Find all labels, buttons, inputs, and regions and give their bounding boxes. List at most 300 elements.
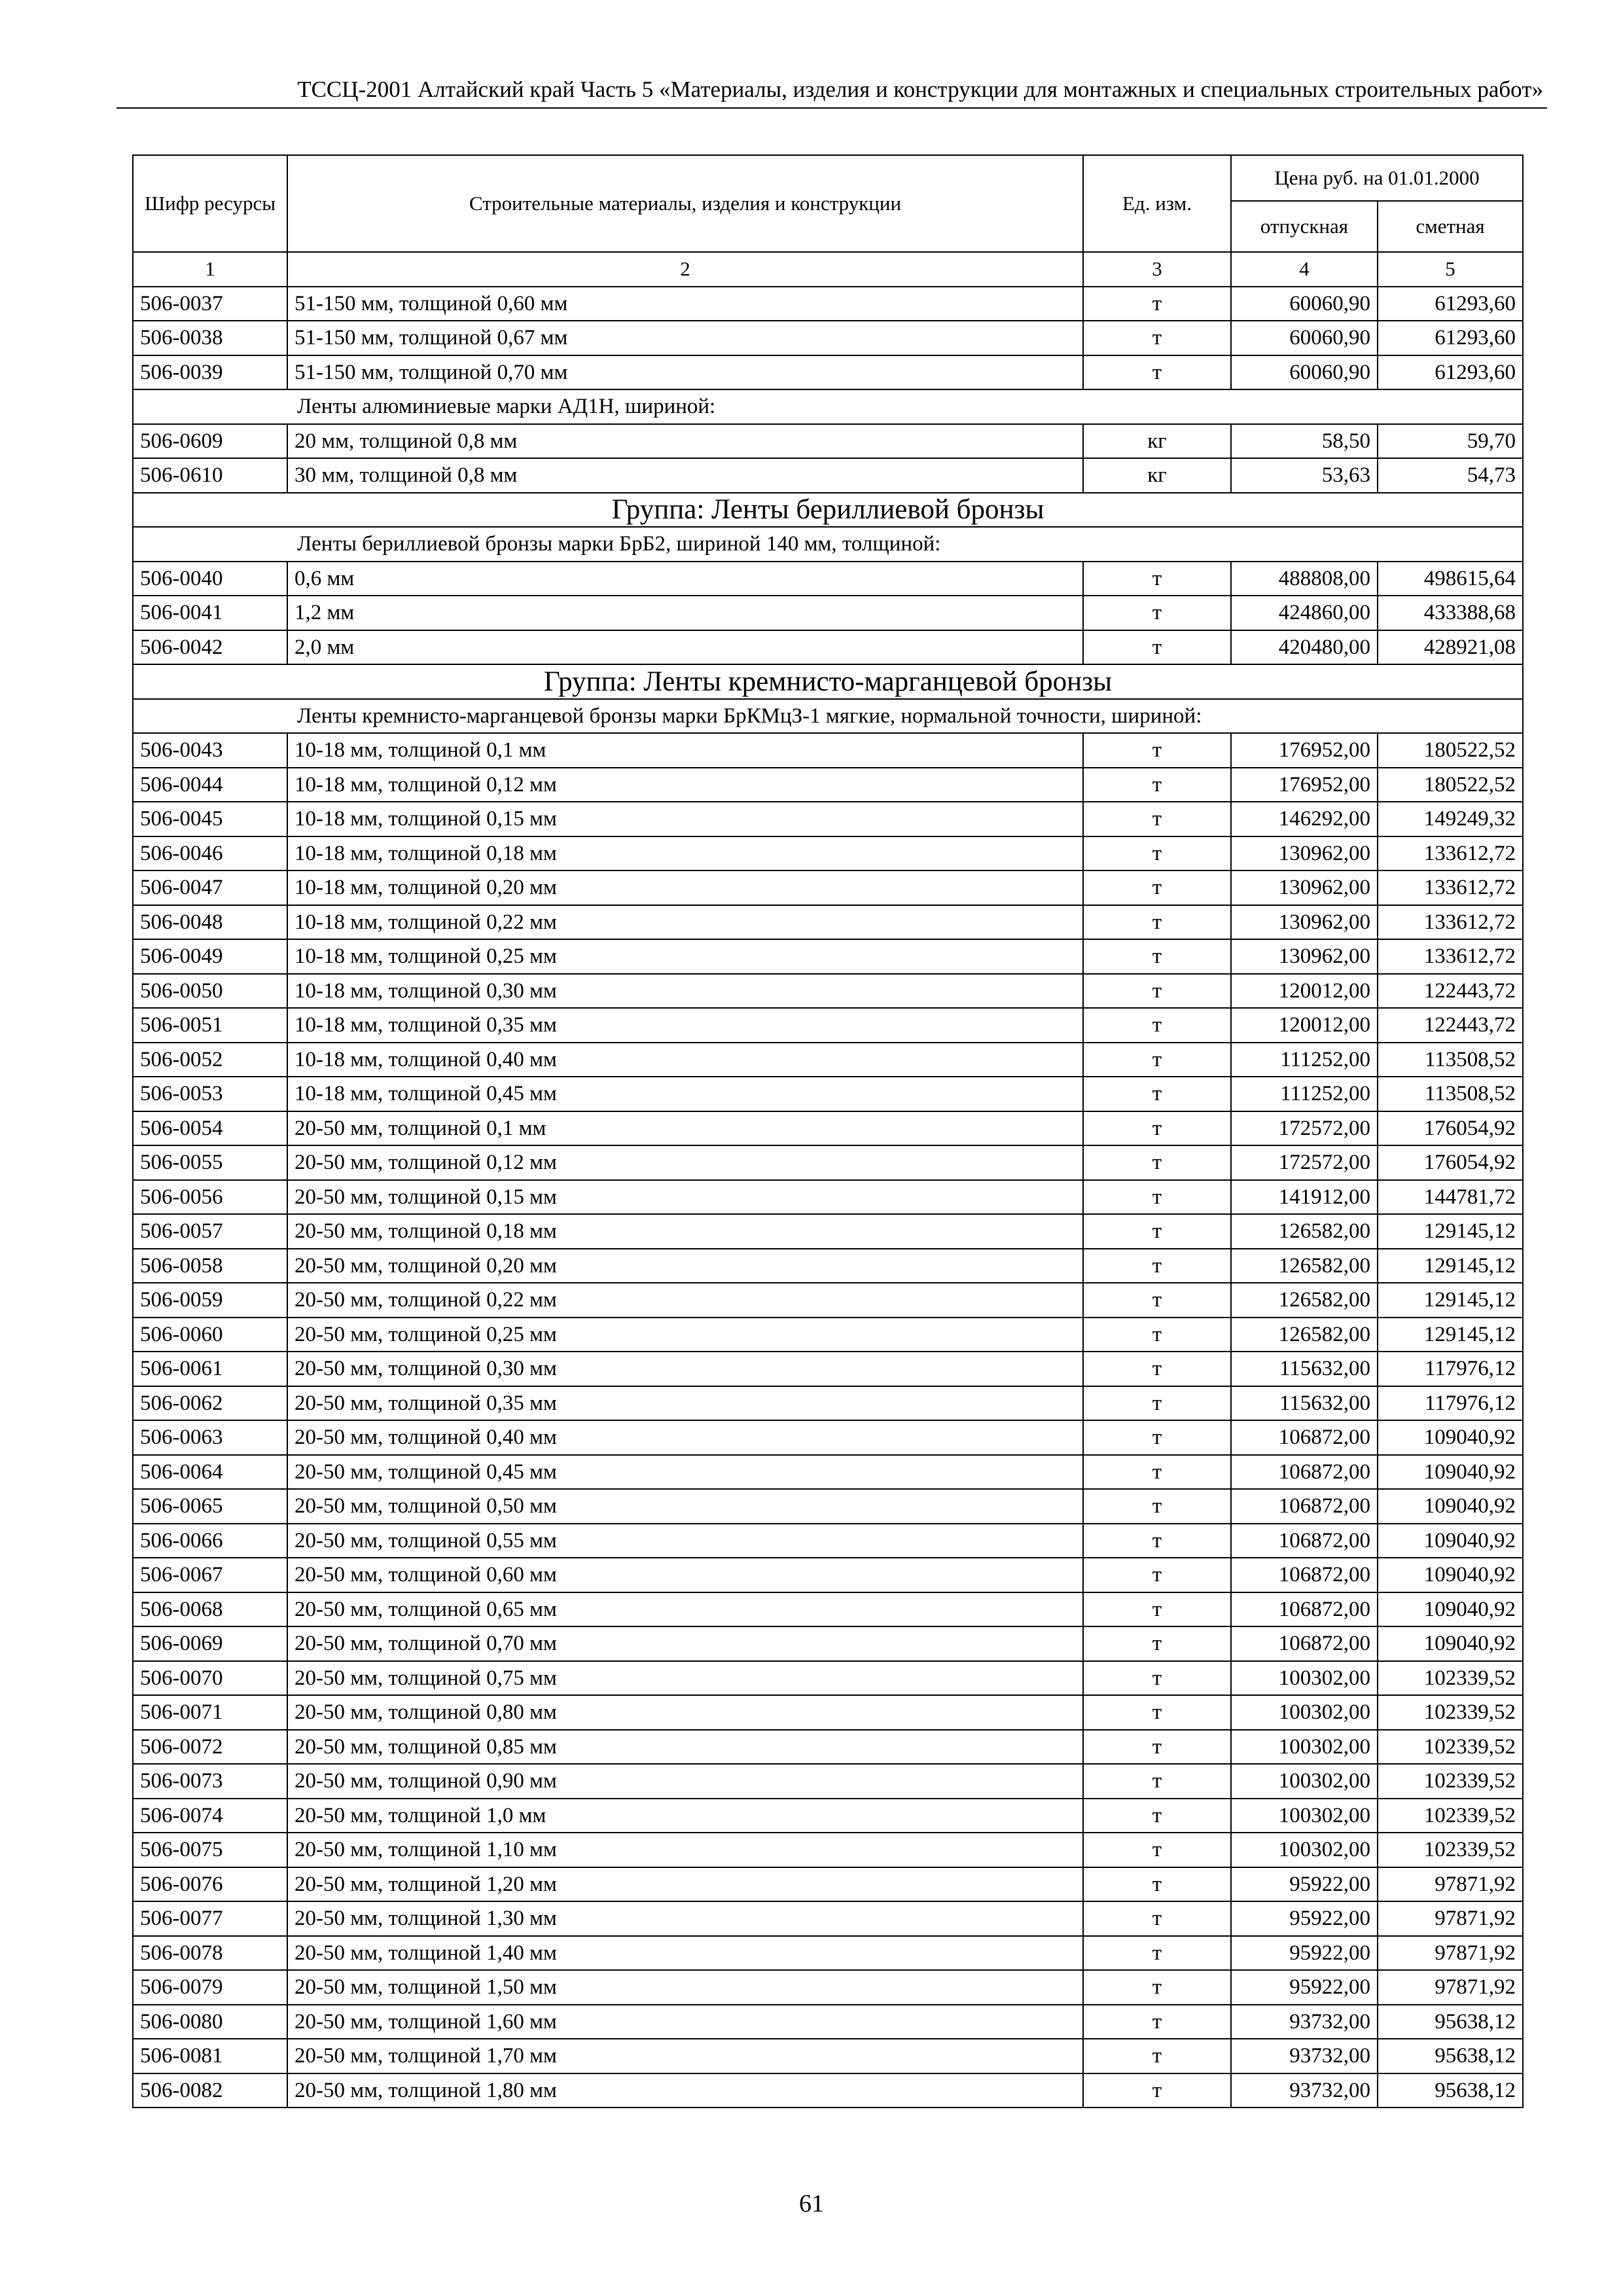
table-row: [133, 1901, 1523, 1936]
release-price: 60060,90: [1231, 287, 1378, 321]
estimate-price: 433388,68: [1378, 596, 1523, 630]
release-price: 95922,00: [1231, 1867, 1378, 1902]
material-description: 10-18 мм, толщиной 0,1 мм: [287, 733, 1083, 768]
column-number: 1: [133, 252, 287, 287]
subgroup-note: Ленты алюминиевые марки АД1Н, шириной:: [133, 389, 1523, 424]
resource-code: 506-0076: [133, 1867, 287, 1902]
release-price: 100302,00: [1231, 1695, 1378, 1730]
resource-code: 506-0070: [133, 1661, 287, 1696]
table-row: [133, 1352, 1523, 1386]
estimate-price: 122443,72: [1378, 974, 1523, 1009]
estimate-price: 109040,92: [1378, 1558, 1523, 1592]
table-row: [133, 355, 1523, 390]
table-row: [133, 1043, 1523, 1077]
table-row: [133, 1661, 1523, 1696]
resource-code: 506-0052: [133, 1043, 287, 1077]
estimate-price: 133612,72: [1378, 939, 1523, 974]
table-row: [133, 1283, 1523, 1318]
estimate-price: 97871,92: [1378, 1936, 1523, 1971]
estimate-price: 176054,92: [1378, 1145, 1523, 1180]
release-price: 126582,00: [1231, 1214, 1378, 1249]
table-row: [133, 939, 1523, 974]
resource-code: 506-0049: [133, 939, 287, 974]
material-description: 10-18 мм, толщиной 0,15 мм: [287, 802, 1083, 836]
resource-code: 506-0609: [133, 424, 287, 459]
release-price: 93732,00: [1231, 2005, 1378, 2039]
resource-code: 506-0077: [133, 1901, 287, 1936]
material-description: 10-18 мм, толщиной 0,30 мм: [287, 974, 1083, 1009]
unit-of-measure: т: [1083, 1695, 1231, 1730]
estimate-price: 54,73: [1378, 458, 1523, 493]
material-description: 10-18 мм, толщиной 0,40 мм: [287, 1043, 1083, 1077]
unit-of-measure: т: [1083, 1970, 1231, 2005]
running-head: ТССЦ-2001 Алтайский край Часть 5 «Материалы, изделия и конструкции для монтажных и специальных строительных работ»: [116, 71, 1547, 109]
unit-of-measure: т: [1083, 2039, 1231, 2073]
material-description: 20-50 мм, толщиной 0,50 мм: [287, 1489, 1083, 1524]
unit-of-measure: т: [1083, 1661, 1231, 1696]
subgroup-note-row: [133, 527, 1523, 562]
estimate-price: 97871,92: [1378, 1970, 1523, 2005]
unit-of-measure: т: [1083, 1524, 1231, 1558]
material-description: 20-50 мм, толщиной 0,85 мм: [287, 1730, 1083, 1765]
price-table: [132, 154, 1524, 2108]
table-row: [133, 1799, 1523, 1833]
resource-code: 506-0081: [133, 2039, 287, 2073]
material-description: 20-50 мм, толщиной 1,40 мм: [287, 1936, 1083, 1971]
table-row: [133, 2005, 1523, 2039]
table-row: [133, 1592, 1523, 1627]
estimate-price: 122443,72: [1378, 1008, 1523, 1043]
material-description: 51-150 мм, толщиной 0,70 мм: [287, 355, 1083, 390]
estimate-price: 117976,12: [1378, 1352, 1523, 1386]
unit-of-measure: т: [1083, 1352, 1231, 1386]
subgroup-note: Ленты бериллиевой бронзы марки БрБ2, шириной 140 мм, толщиной:: [133, 527, 1523, 562]
table-row: [133, 1626, 1523, 1661]
estimate-price: 117976,12: [1378, 1386, 1523, 1421]
table-row: [133, 1145, 1523, 1180]
resource-code: 506-0051: [133, 1008, 287, 1043]
release-price: 106872,00: [1231, 1626, 1378, 1661]
column-number: 4: [1231, 252, 1378, 287]
resource-code: 506-0064: [133, 1455, 287, 1490]
table-body: [133, 287, 1523, 2108]
unit-of-measure: т: [1083, 1901, 1231, 1936]
table-row: [133, 1833, 1523, 1867]
material-description: 20-50 мм, толщиной 0,40 мм: [287, 1420, 1083, 1455]
estimate-price: 102339,52: [1378, 1833, 1523, 1867]
table-row: [133, 768, 1523, 802]
estimate-price: 109040,92: [1378, 1455, 1523, 1490]
unit-of-measure: т: [1083, 1386, 1231, 1421]
group-heading: Группа: Ленты кремнисто-марганцевой бронзы: [133, 664, 1523, 699]
unit-of-measure: т: [1083, 905, 1231, 940]
column-number: 2: [287, 252, 1083, 287]
release-price: 120012,00: [1231, 1008, 1378, 1043]
estimate-price: 97871,92: [1378, 1901, 1523, 1936]
resource-code: 506-0067: [133, 1558, 287, 1592]
resource-code: 506-0037: [133, 287, 287, 321]
material-description: 51-150 мм, толщиной 0,67 мм: [287, 321, 1083, 355]
resource-code: 506-0078: [133, 1936, 287, 1971]
resource-code: 506-0066: [133, 1524, 287, 1558]
resource-code: 506-0610: [133, 458, 287, 493]
estimate-price: 109040,92: [1378, 1626, 1523, 1661]
unit-of-measure: т: [1083, 1145, 1231, 1180]
group-heading: Группа: Ленты бериллиевой бронзы: [133, 493, 1523, 528]
release-price: 130962,00: [1231, 870, 1378, 905]
material-description: 10-18 мм, толщиной 0,22 мм: [287, 905, 1083, 940]
release-price: 176952,00: [1231, 768, 1378, 802]
table-row: [133, 1077, 1523, 1111]
header-unit: Ед. изм.: [1083, 155, 1231, 252]
material-description: 10-18 мм, толщиной 0,35 мм: [287, 1008, 1083, 1043]
unit-of-measure: т: [1083, 1180, 1231, 1215]
material-description: 20-50 мм, толщиной 0,90 мм: [287, 1764, 1083, 1799]
table-row: [133, 870, 1523, 905]
release-price: 106872,00: [1231, 1420, 1378, 1455]
table-row: [133, 1180, 1523, 1215]
estimate-price: 109040,92: [1378, 1592, 1523, 1627]
release-price: 146292,00: [1231, 802, 1378, 836]
table-row: [133, 1764, 1523, 1799]
unit-of-measure: т: [1083, 1214, 1231, 1249]
resource-code: 506-0054: [133, 1111, 287, 1146]
estimate-price: 144781,72: [1378, 1180, 1523, 1215]
release-price: 100302,00: [1231, 1833, 1378, 1867]
release-price: 60060,90: [1231, 355, 1378, 390]
resource-code: 506-0058: [133, 1249, 287, 1283]
material-description: 51-150 мм, толщиной 0,60 мм: [287, 287, 1083, 321]
unit-of-measure: т: [1083, 1592, 1231, 1627]
material-description: 20-50 мм, толщиной 0,12 мм: [287, 1145, 1083, 1180]
release-price: 424860,00: [1231, 596, 1378, 630]
release-price: 100302,00: [1231, 1661, 1378, 1696]
header-estimate-price: сметная: [1378, 201, 1523, 252]
resource-code: 506-0073: [133, 1764, 287, 1799]
resource-code: 506-0039: [133, 355, 287, 390]
resource-code: 506-0071: [133, 1695, 287, 1730]
resource-code: 506-0069: [133, 1626, 287, 1661]
estimate-price: 97871,92: [1378, 1867, 1523, 1902]
subgroup-note-row: [133, 389, 1523, 424]
resource-code: 506-0061: [133, 1352, 287, 1386]
estimate-price: 149249,32: [1378, 802, 1523, 836]
release-price: 141912,00: [1231, 1180, 1378, 1215]
material-description: 2,0 мм: [287, 630, 1083, 665]
unit-of-measure: т: [1083, 1249, 1231, 1283]
unit-of-measure: т: [1083, 2073, 1231, 2108]
unit-of-measure: т: [1083, 1008, 1231, 1043]
estimate-price: 180522,52: [1378, 768, 1523, 802]
table-row: [133, 974, 1523, 1009]
unit-of-measure: т: [1083, 1077, 1231, 1111]
table-row: [133, 321, 1523, 355]
release-price: 106872,00: [1231, 1524, 1378, 1558]
release-price: 126582,00: [1231, 1318, 1378, 1352]
resource-code: 506-0059: [133, 1283, 287, 1318]
release-price: 100302,00: [1231, 1764, 1378, 1799]
estimate-price: 133612,72: [1378, 905, 1523, 940]
unit-of-measure: т: [1083, 2005, 1231, 2039]
header-price: Цена руб. на 01.01.2000: [1231, 155, 1523, 201]
group-heading-row: [133, 664, 1523, 699]
material-description: 20-50 мм, толщиной 0,55 мм: [287, 1524, 1083, 1558]
resource-code: 506-0055: [133, 1145, 287, 1180]
unit-of-measure: т: [1083, 870, 1231, 905]
header-name: Строительные материалы, изделия и конструкции: [287, 155, 1083, 252]
estimate-price: 102339,52: [1378, 1661, 1523, 1696]
unit-of-measure: т: [1083, 1626, 1231, 1661]
unit-of-measure: т: [1083, 1111, 1231, 1146]
estimate-price: 109040,92: [1378, 1524, 1523, 1558]
resource-code: 506-0043: [133, 733, 287, 768]
resource-code: 506-0050: [133, 974, 287, 1009]
resource-code: 506-0040: [133, 562, 287, 596]
table-row: [133, 905, 1523, 940]
release-price: 130962,00: [1231, 939, 1378, 974]
resource-code: 506-0080: [133, 2005, 287, 2039]
material-description: 20-50 мм, толщиной 1,10 мм: [287, 1833, 1083, 1867]
release-price: 106872,00: [1231, 1592, 1378, 1627]
table-row: [133, 2039, 1523, 2073]
unit-of-measure: т: [1083, 939, 1231, 974]
unit-of-measure: т: [1083, 1764, 1231, 1799]
resource-code: 506-0053: [133, 1077, 287, 1111]
unit-of-measure: т: [1083, 1455, 1231, 1490]
release-price: 53,63: [1231, 458, 1378, 493]
release-price: 120012,00: [1231, 974, 1378, 1009]
table-row: [133, 596, 1523, 630]
resource-code: 506-0063: [133, 1420, 287, 1455]
material-description: 20-50 мм, толщиной 0,65 мм: [287, 1592, 1083, 1627]
estimate-price: 133612,72: [1378, 836, 1523, 871]
estimate-price: 129145,12: [1378, 1283, 1523, 1318]
estimate-price: 176054,92: [1378, 1111, 1523, 1146]
unit-of-measure: т: [1083, 1867, 1231, 1902]
resource-code: 506-0062: [133, 1386, 287, 1421]
estimate-price: 498615,64: [1378, 562, 1523, 596]
table-row: [133, 1695, 1523, 1730]
estimate-price: 129145,12: [1378, 1214, 1523, 1249]
release-price: 130962,00: [1231, 836, 1378, 871]
table-row: [133, 1867, 1523, 1902]
column-number: 3: [1083, 252, 1231, 287]
resource-code: 506-0068: [133, 1592, 287, 1627]
material-description: 20-50 мм, толщиной 1,30 мм: [287, 1901, 1083, 1936]
release-price: 176952,00: [1231, 733, 1378, 768]
estimate-price: 133612,72: [1378, 870, 1523, 905]
material-description: 20-50 мм, толщиной 0,70 мм: [287, 1626, 1083, 1661]
material-description: 20-50 мм, толщиной 1,60 мм: [287, 2005, 1083, 2039]
table-row: [133, 1318, 1523, 1352]
resource-code: 506-0047: [133, 870, 287, 905]
estimate-price: 102339,52: [1378, 1730, 1523, 1765]
material-description: 20 мм, толщиной 0,8 мм: [287, 424, 1083, 459]
unit-of-measure: кг: [1083, 458, 1231, 493]
material-description: 20-50 мм, толщиной 0,80 мм: [287, 1695, 1083, 1730]
resource-code: 506-0042: [133, 630, 287, 665]
release-price: 100302,00: [1231, 1799, 1378, 1833]
unit-of-measure: т: [1083, 1799, 1231, 1833]
resource-code: 506-0044: [133, 768, 287, 802]
resource-code: 506-0038: [133, 321, 287, 355]
release-price: 93732,00: [1231, 2073, 1378, 2108]
estimate-price: 102339,52: [1378, 1764, 1523, 1799]
material-description: 20-50 мм, толщиной 0,15 мм: [287, 1180, 1083, 1215]
estimate-price: 61293,60: [1378, 287, 1523, 321]
material-description: 20-50 мм, толщиной 1,70 мм: [287, 2039, 1083, 2073]
unit-of-measure: т: [1083, 802, 1231, 836]
estimate-price: 95638,12: [1378, 2005, 1523, 2039]
unit-of-measure: т: [1083, 1558, 1231, 1592]
release-price: 420480,00: [1231, 630, 1378, 665]
table-row: [133, 1936, 1523, 1971]
material-description: 20-50 мм, толщиной 0,20 мм: [287, 1249, 1083, 1283]
resource-code: 506-0072: [133, 1730, 287, 1765]
resource-code: 506-0060: [133, 1318, 287, 1352]
release-price: 106872,00: [1231, 1455, 1378, 1490]
estimate-price: 113508,52: [1378, 1077, 1523, 1111]
header-code: Шифр ресурсы: [133, 155, 287, 252]
estimate-price: 95638,12: [1378, 2073, 1523, 2108]
material-description: 20-50 мм, толщиной 1,0 мм: [287, 1799, 1083, 1833]
table-header: [133, 155, 1523, 287]
unit-of-measure: т: [1083, 321, 1231, 355]
material-description: 20-50 мм, толщиной 1,20 мм: [287, 1867, 1083, 1902]
material-description: 20-50 мм, толщиной 0,75 мм: [287, 1661, 1083, 1696]
unit-of-measure: т: [1083, 1420, 1231, 1455]
table-row: [133, 1524, 1523, 1558]
release-price: 60060,90: [1231, 321, 1378, 355]
table-row: [133, 1420, 1523, 1455]
unit-of-measure: т: [1083, 1043, 1231, 1077]
table-row: [133, 802, 1523, 836]
unit-of-measure: т: [1083, 733, 1231, 768]
material-description: 10-18 мм, толщиной 0,45 мм: [287, 1077, 1083, 1111]
release-price: 111252,00: [1231, 1043, 1378, 1077]
unit-of-measure: т: [1083, 355, 1231, 390]
material-description: 20-50 мм, толщиной 0,1 мм: [287, 1111, 1083, 1146]
estimate-price: 180522,52: [1378, 733, 1523, 768]
release-price: 115632,00: [1231, 1352, 1378, 1386]
release-price: 95922,00: [1231, 1970, 1378, 2005]
table-row: [133, 630, 1523, 665]
material-description: 10-18 мм, толщиной 0,25 мм: [287, 939, 1083, 974]
estimate-price: 59,70: [1378, 424, 1523, 459]
table-row: [133, 287, 1523, 321]
table-row: [133, 1489, 1523, 1524]
estimate-price: 109040,92: [1378, 1489, 1523, 1524]
subgroup-note-row: [133, 699, 1523, 734]
unit-of-measure: т: [1083, 596, 1231, 630]
table-row: [133, 1249, 1523, 1283]
estimate-price: 95638,12: [1378, 2039, 1523, 2073]
resource-code: 506-0046: [133, 836, 287, 871]
unit-of-measure: т: [1083, 974, 1231, 1009]
release-price: 172572,00: [1231, 1111, 1378, 1146]
estimate-price: 61293,60: [1378, 355, 1523, 390]
release-price: 93732,00: [1231, 2039, 1378, 2073]
table-row: [133, 2073, 1523, 2108]
table-row: [133, 458, 1523, 493]
unit-of-measure: т: [1083, 287, 1231, 321]
resource-code: 506-0056: [133, 1180, 287, 1215]
material-description: 20-50 мм, толщиной 0,35 мм: [287, 1386, 1083, 1421]
material-description: 20-50 мм, толщиной 0,22 мм: [287, 1283, 1083, 1318]
release-price: 106872,00: [1231, 1558, 1378, 1592]
resource-code: 506-0074: [133, 1799, 287, 1833]
estimate-price: 129145,12: [1378, 1318, 1523, 1352]
resource-code: 506-0079: [133, 1970, 287, 2005]
table-row: [133, 1386, 1523, 1421]
unit-of-measure: т: [1083, 836, 1231, 871]
table-row: [133, 1008, 1523, 1043]
estimate-price: 113508,52: [1378, 1043, 1523, 1077]
material-description: 20-50 мм, толщиной 0,30 мм: [287, 1352, 1083, 1386]
unit-of-measure: т: [1083, 1936, 1231, 1971]
material-description: 30 мм, толщиной 0,8 мм: [287, 458, 1083, 493]
release-price: 130962,00: [1231, 905, 1378, 940]
resource-code: 506-0082: [133, 2073, 287, 2108]
page-number: 61: [799, 2190, 824, 2217]
unit-of-measure: т: [1083, 630, 1231, 665]
table-row: [133, 1111, 1523, 1146]
column-number: 5: [1378, 252, 1523, 287]
release-price: 488808,00: [1231, 562, 1378, 596]
material-description: 1,2 мм: [287, 596, 1083, 630]
release-price: 115632,00: [1231, 1386, 1378, 1421]
unit-of-measure: т: [1083, 768, 1231, 802]
material-description: 0,6 мм: [287, 562, 1083, 596]
table-row: [133, 1970, 1523, 2005]
unit-of-measure: кг: [1083, 424, 1231, 459]
table-row: [133, 424, 1523, 459]
release-price: 111252,00: [1231, 1077, 1378, 1111]
release-price: 100302,00: [1231, 1730, 1378, 1765]
unit-of-measure: т: [1083, 1833, 1231, 1867]
table-row: [133, 836, 1523, 871]
estimate-price: 109040,92: [1378, 1420, 1523, 1455]
resource-code: 506-0075: [133, 1833, 287, 1867]
resource-code: 506-0065: [133, 1489, 287, 1524]
material-description: 20-50 мм, толщиной 0,45 мм: [287, 1455, 1083, 1490]
estimate-price: 428921,08: [1378, 630, 1523, 665]
release-price: 172572,00: [1231, 1145, 1378, 1180]
resource-code: 506-0045: [133, 802, 287, 836]
resource-code: 506-0041: [133, 596, 287, 630]
group-heading-row: [133, 493, 1523, 528]
material-description: 20-50 мм, толщиной 0,25 мм: [287, 1318, 1083, 1352]
release-price: 58,50: [1231, 424, 1378, 459]
material-description: 20-50 мм, толщиной 0,60 мм: [287, 1558, 1083, 1592]
material-description: 10-18 мм, толщиной 0,12 мм: [287, 768, 1083, 802]
unit-of-measure: т: [1083, 1283, 1231, 1318]
material-description: 20-50 мм, толщиной 1,80 мм: [287, 2073, 1083, 2108]
resource-code: 506-0057: [133, 1214, 287, 1249]
unit-of-measure: т: [1083, 562, 1231, 596]
release-price: 95922,00: [1231, 1936, 1378, 1971]
header-release-price: отпускная: [1231, 201, 1378, 252]
material-description: 10-18 мм, толщиной 0,20 мм: [287, 870, 1083, 905]
subgroup-note: Ленты кремнисто-марганцевой бронзы марки БрКМцЗ-1 мягкие, нормальной точности, шириной:: [133, 699, 1523, 734]
table-row: [133, 562, 1523, 596]
table-row: [133, 1214, 1523, 1249]
material-description: 10-18 мм, толщиной 0,18 мм: [287, 836, 1083, 871]
table-row: [133, 1455, 1523, 1490]
estimate-price: 102339,52: [1378, 1695, 1523, 1730]
unit-of-measure: т: [1083, 1730, 1231, 1765]
estimate-price: 61293,60: [1378, 321, 1523, 355]
